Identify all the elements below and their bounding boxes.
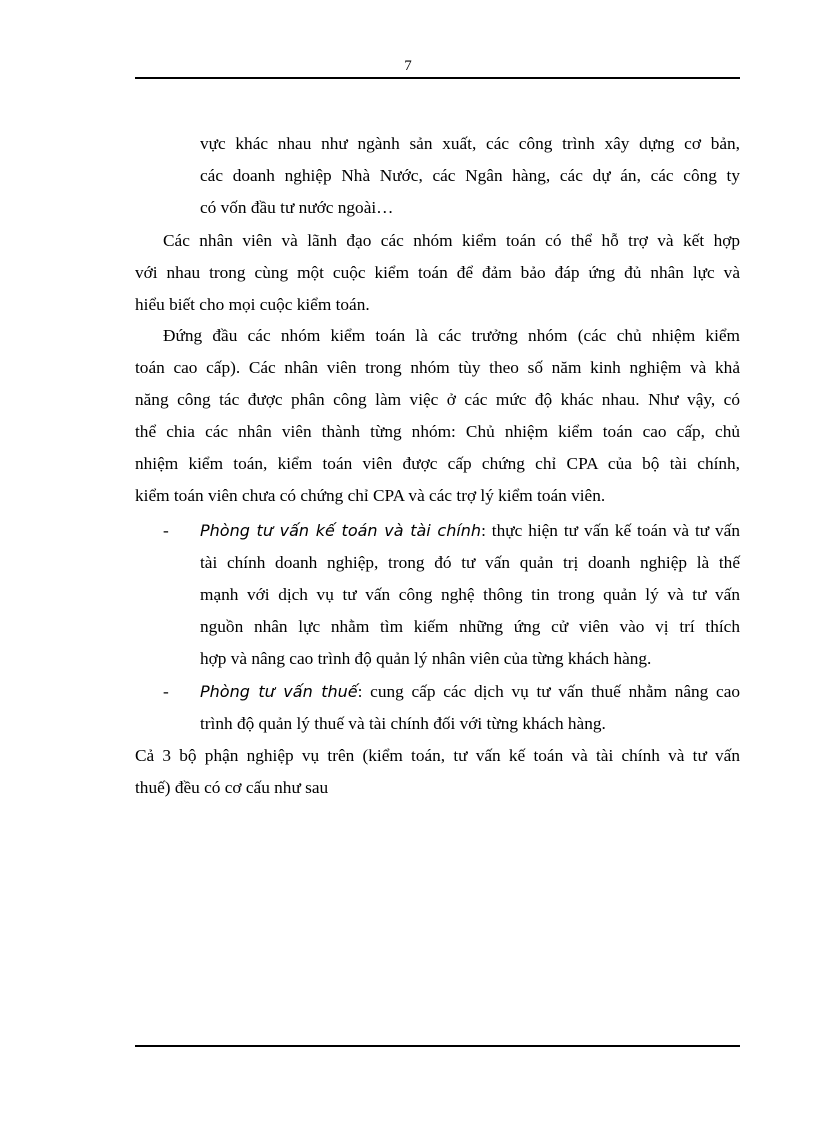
text-line: thuế) đều có cơ cấu như sau xyxy=(135,778,329,797)
bullet-first-line-rest: : cung cấp các dịch vụ tư vấn thuế nhằm nâng cao xyxy=(357,682,741,701)
bullet-first-line-rest: : thực hiện tư vấn kế toán và tư vấn xyxy=(481,521,740,540)
bullet-title: Phòng tư vấn kế toán và tài chính xyxy=(200,521,482,540)
text-line: hợp và nâng cao trình độ quản lý nhân viên của từng khách hàng. xyxy=(200,649,652,668)
text-line: Cả 3 bộ phận nghiệp vụ trên (kiểm toán, tư vấn kế toán và tài chính và tư vấn xyxy=(135,746,740,765)
text-line xyxy=(200,676,740,708)
text-line: năng công tác được phân công làm việc ở các mức độ khác nhau. Như vậy, có xyxy=(135,390,740,409)
text-line: các doanh nghiệp Nhà Nước, các Ngân hàng, các dự án, các công ty xyxy=(200,166,740,185)
footer-rule xyxy=(135,1045,740,1047)
text-line: nguồn nhân lực nhằm tìm kiếm những ứng cử viên vào vị trí thích xyxy=(200,617,740,636)
text-line: vực khác nhau như ngành sản xuất, các công trình xây dựng cơ bản, xyxy=(200,134,740,153)
text-line: có vốn đầu tư nước ngoài… xyxy=(200,198,394,217)
page-number: 7 xyxy=(404,58,412,74)
bullet-title: Phòng tư vấn thuế xyxy=(200,682,358,701)
text-line: mạnh với dịch vụ tư vấn công nghệ thông tin trong quản lý và tư vấn xyxy=(200,585,740,604)
text-line: Các nhân viên và lãnh đạo các nhóm kiểm toán có thể hỗ trợ và kết hợp xyxy=(163,231,740,250)
text-line: kiểm toán viên chưa có chứng chỉ CPA và các trợ lý kiểm toán viên. xyxy=(135,486,606,505)
text-line: Đứng đầu các nhóm kiểm toán là các trưởng nhóm (các chủ nhiệm kiểm xyxy=(163,326,740,345)
text-line: nhiệm kiểm toán, kiểm toán viên được cấp chứng chỉ CPA của bộ tài chính, xyxy=(135,454,740,473)
text-line: với nhau trong cùng một cuộc kiểm toán để đảm bảo đáp ứng đủ nhân lực và xyxy=(135,263,740,282)
header-rule xyxy=(135,77,740,79)
text-line xyxy=(200,515,740,547)
text-line: toán cao cấp). Các nhân viên trong nhóm tùy theo số năm kinh nghiệm và khả xyxy=(135,358,740,377)
text-line: hiểu biết cho mọi cuộc kiểm toán. xyxy=(135,295,370,314)
bullet-dash: - xyxy=(163,682,169,701)
text-line: tài chính doanh nghiệp, trong đó tư vấn quản trị doanh nghiệp là thế xyxy=(200,553,740,572)
text-line: thể chia các nhân viên thành từng nhóm: Chủ nhiệm kiểm toán cao cấp, chủ xyxy=(135,422,740,441)
bullet-dash: - xyxy=(163,521,169,540)
text-line: trình độ quản lý thuế và tài chính đối với từng khách hàng. xyxy=(200,714,606,733)
